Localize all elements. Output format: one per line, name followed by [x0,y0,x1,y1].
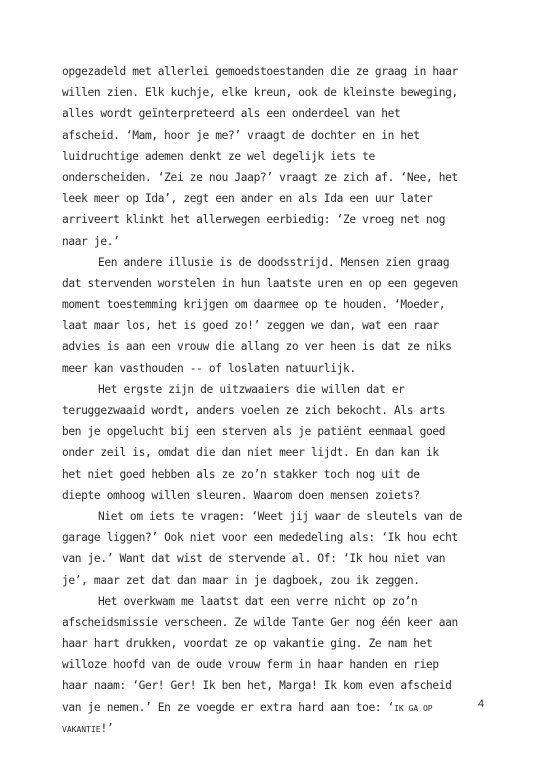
text-line: luidruchtige ademen denkt ze wel degelijk iets te [62,149,375,163]
text-line: leek meer op Ida’, zegt een ander en als Ida een uur later [62,192,433,206]
smallcaps-text: VAKANTIE [62,724,101,734]
text-line [62,718,492,739]
text-line: advies is aan een vrouw die allang zo ver heen is dat ze niks [62,340,452,354]
paragraph-first-line: Niet om iets te vragen: ‘Weet jij waar de sleutels van de [98,509,462,523]
text-line: ben je opgelucht bij een sterven als je patiënt eenmaal goed [62,425,446,439]
text-line: willen zien. Elk kuchje, elke kreun, ook de kleinste beweging, [62,86,458,100]
body-text [62,61,492,739]
text-line: moment toestemming krijgen om daarmee op te houden. ‘Moeder, [62,298,446,312]
text-line: arriveert klinkt het allerwegen eerbiedig: ‘Ze vroeg net nog [62,213,446,227]
text-line: meer kan vasthouden -- of loslaten natuurlijk. [62,361,356,375]
text-line-content: van je nemen.’ En ze voegde er extra hard aan toe: ‘ [62,700,395,714]
text-line: haar hart drukken, voordat ze op vakantie ging. Ze nam het [62,637,433,651]
page-number: 4 [478,698,485,710]
text-line: van je.’ Want dat wist de stervende al. Of: ‘Ik hou niet van [62,552,446,566]
text-line: naar je.’ [62,234,120,248]
text-line [62,697,492,718]
text-line: willoze hoofd van de oude vrouw ferm in haar handen en riep [62,658,439,672]
paragraph-first-line: Een andere illusie is de doodsstrijd. Mensen zien graag [98,255,450,269]
text-line: afscheid. ‘Mam, hoor je me?’ vraagt de dochter en in het [62,128,420,142]
text-line: alles wordt geïnterpreteerd als een onderdeel van het [62,107,401,121]
text-line: afscheidsmissie verscheen. Ze wilde Tante Ger nog één keer aan [62,615,458,629]
text-line: garage liggen?’ Ook niet voor een mededeling als: ‘Ik hou echt [62,531,458,545]
text-line: onderscheiden. ‘Zei ze nou Jaap?’ vraagt ze zich af. ‘Nee, het [62,170,458,184]
text-line: teruggezwaaid wordt, anders voelen ze zich bekocht. Als arts [62,404,446,417]
text-line-tail: !’ [100,721,114,735]
text-line: opgezadeld met allerlei gemoedstoestanden die ze graag in haar [62,65,458,78]
smallcaps-text: IK GA OP [394,703,433,713]
text-line: diepte omhoog willen sleuren. Waarom doen mensen zoiets? [62,488,420,502]
paragraph-first-line: Het overkwam me laatst dat een verre nicht op zo’n [98,594,418,608]
text-line: haar naam: ‘Ger! Ger! Ik ben het, Marga! Ik kom even afscheid [62,679,452,693]
text-line: je’, maar zet dat dan maar in je dagboek, zou ik zeggen. [62,573,420,587]
text-line: laat maar los, het is goed zo!’ zeggen we dan, wat een raar [62,319,439,333]
text-line: dat stervenden worstelen in hun laatste uren en op een gegeven [62,276,458,290]
paragraph-first-line: Het ergste zijn de uitzwaaiers die willen dat er [98,382,405,396]
text-line: het niet goed hebben als ze zo’n stakker toch nog uit de [62,467,420,481]
text-line: onder zeil is, omdat die dan niet meer lijdt. En dan kan ik [62,446,439,460]
